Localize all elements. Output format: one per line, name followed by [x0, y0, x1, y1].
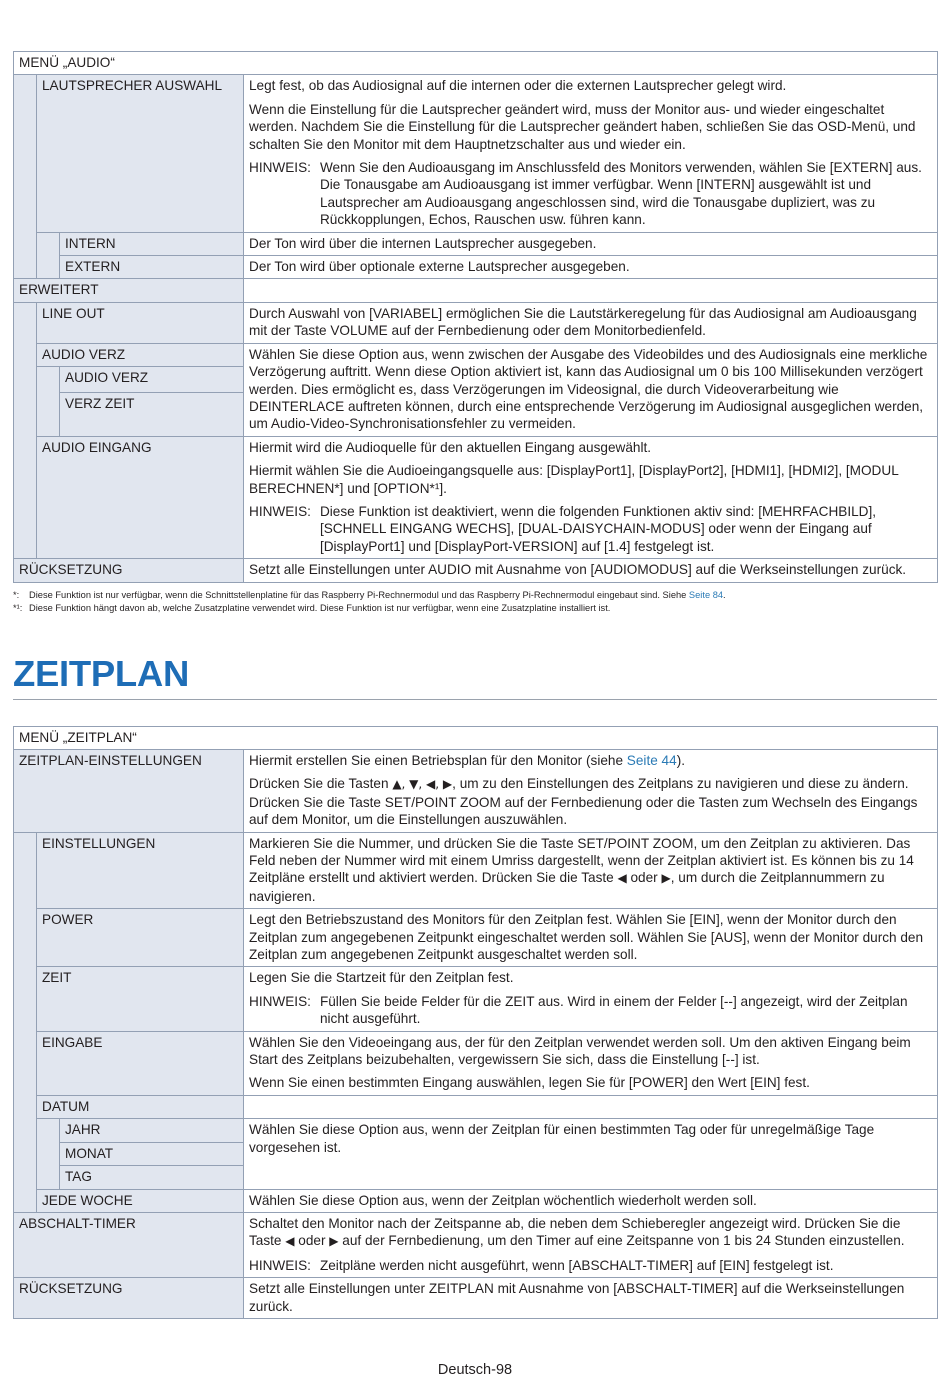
arrow-keys-icon: ▲, ▼, ◀, ▶ [392, 777, 453, 792]
indent-cell [14, 302, 37, 558]
text-part: Markieren Sie die Nummer, und drücken Sie die Taste SET/POINT ZOOM, um den Zeitplan zu aktivieren. Das Feld neben der Nummer wird mit einem Umriss dargestellt, wenn der Zeitplan aktiviert ist. Es können bis zu 14 Zeitpläne erstellt und aktiviert werden. Drücken Sie die Taste [249, 835, 914, 886]
footnote-body: Diese Funktion ist nur verfügbar, wenn die Schnittstellenplatine für das Raspberry Pi-Rechnermodul und das Raspberry Pi-Rechnermodul eingebaut sind. Siehe [29, 589, 689, 600]
zeitplan-reset-description: Setzt alle Einstellungen unter ZEITPLAN mit Ausnahme von [ABSCHALT-TIMER] auf die Werkseinstellungen zurück. [244, 1278, 938, 1319]
table-row [14, 832, 938, 909]
left-arrow-icon: ◀ [617, 871, 627, 886]
footnote-text: Diese Funktion hängt davon ab, welche Zusatzplatine verwendet wird. Diese Funktion ist nur verfügbar, wenn eine Zusatzplatine installiert ist. [29, 602, 611, 613]
description-text: Legt fest, ob das Audiosignal auf die internen oder die externen Lautsprecher gelegt wird. [249, 78, 787, 94]
indent-cell [14, 75, 37, 279]
description-text: Wählen Sie den Videoeingang aus, der für den Zeitplan verwendet werden soll. Um den aktiven Eingang beim Start des Zeitplans beizubehalten, vergewissern Sie sich, dass die Einstellung [--] ist. [249, 1034, 911, 1068]
text-part: , um durch die Zeitplannummern zu navigieren. [249, 870, 885, 904]
right-arrow-icon: ▶ [661, 871, 671, 886]
abschalt-timer-label: ABSCHALT-TIMER [14, 1212, 244, 1277]
table-row [14, 559, 938, 582]
note-label: HINWEIS: [249, 993, 311, 1009]
datum-options-description: Wählen Sie diese Option aus, wenn der Zeitplan für einen bestimmten Tag oder für unregelmäßige Tage vorgesehen ist. [244, 1119, 938, 1189]
zeitplan-reset-label: RÜCKSETZUNG [14, 1278, 244, 1319]
line-out-label: LINE OUT [37, 302, 244, 343]
text-part: oder [294, 1233, 330, 1249]
tag-label: TAG [60, 1166, 244, 1189]
intern-label: INTERN [60, 232, 244, 255]
audio-verz-label: AUDIO VERZ [37, 343, 244, 366]
text-part: Hiermit erstellen Sie einen Betriebsplan für den Monitor (siehe [249, 752, 627, 768]
lautsprecher-auswahl-description [244, 75, 938, 232]
note-label: HINWEIS: [249, 503, 311, 519]
description-text: Wenn Sie einen bestimmten Eingang auswählen, legen Sie für [POWER] den Wert [EIN] fest. [249, 1075, 810, 1091]
jede-woche-label: JEDE WOCHE [37, 1189, 244, 1212]
audio-eingang-label: AUDIO EINGANG [37, 436, 244, 558]
page-content [13, 51, 937, 1319]
text-part: oder [626, 870, 662, 886]
zeitplan-menu-header: MENÜ „ZEITPLAN“ [14, 726, 938, 749]
page-link[interactable]: Seite 44 [626, 752, 677, 768]
power-description: Legt den Betriebszustand des Monitors für den Zeitplan fest. Wählen Sie [EIN], wenn der Monitor durch den Zeitplan zum angegebenen Zeitpunkt eingeschaltet werden soll. Wählen Sie [AUS], wenn der Monitor durch den Zeitplan zum angegebenen Zeitpunkt ausgeschaltet werden soll. [244, 909, 938, 967]
description-text: Legen Sie die Startzeit für den Zeitplan fest. [249, 970, 514, 986]
note-label: HINWEIS: [249, 160, 311, 176]
zeit-label: ZEIT [37, 967, 244, 1031]
page-link[interactable]: Seite 84 [688, 589, 724, 600]
audio-verz-description: Wählen Sie diese Option aus, wenn zwischen der Ausgabe des Videobildes und des Audiosignals eine merkliche Verzögerung auftritt. Wenn diese Option aktiviert ist, kann das Audiosignal um 0 bis 100 Millisekunden verzögert werden. Dies ermöglicht es, dass Verzögerungen im Videosignal, die durch Videoverarbeitung wie DEINTERLACE auftreten können, durch eine entsprechende Verzögerung im Audiosignal ausgeglichen werden, um Audio-Video-Synchronisationsfehler zu vermeiden. [244, 343, 938, 436]
audio-verz-sub-label: AUDIO VERZ [60, 367, 244, 393]
table-row [14, 1031, 938, 1095]
note-text: Wenn Sie den Audioausgang im Anschlussfeld des Monitors verwenden, wählen Sie [EXTERN] aus. Die Tonausgabe am Audioausgang ist immer verfügbar. Wenn [INTERN] ausgewählt ist und Lautsprecher am Audioausgang angeschlossen sind, wird die Tonausgabe dupliziert, was zu Rückkopplungen, Echos, Rauschen usw. führen kann. [319, 160, 922, 228]
jede-woche-description: Wählen Sie diese Option aus, wenn der Zeitplan wöchentlich wiederholt werden soll. [244, 1189, 938, 1212]
einstellungen-label: EINSTELLUNGEN [37, 832, 244, 909]
text-part: Drücken Sie die Tasten [249, 776, 393, 792]
footnotes [13, 589, 937, 615]
note-label: HINWEIS: [249, 1257, 311, 1273]
monat-label: MONAT [60, 1142, 244, 1165]
abschalt-timer-description [244, 1212, 938, 1277]
description-text [249, 775, 932, 828]
table-header-row [14, 726, 938, 749]
indent-cell [37, 367, 60, 437]
table-row [14, 75, 938, 232]
right-arrow-icon: ▶ [329, 1234, 339, 1249]
eingabe-label: EINGABE [37, 1031, 244, 1095]
audio-eingang-description [244, 436, 938, 558]
zeitplan-menu-table [13, 726, 938, 1319]
text-part: auf der Fernbedienung, um den Timer auf eine Zeitspanne von 1 bis 24 Stunden einzustellen. [338, 1233, 905, 1249]
table-row [14, 302, 938, 343]
note-text: Zeitpläne werden nicht ausgeführt, wenn [ABSCHALT-TIMER] auf [EIN] festgelegt ist. [319, 1257, 834, 1273]
text-part: , um zu den Einstellungen des Zeitplans zu navigieren und diese zu ändern. Drücken Sie die Taste SET/POINT ZOOM auf der Fernbedienung oder die Tasten zum Wechseln des Eingangs auf dem Monitor, um die Einstellungen auszuwählen. [249, 776, 918, 828]
left-arrow-icon: ◀ [285, 1234, 295, 1249]
table-row [14, 343, 938, 366]
section-title: ZEITPLAN [13, 652, 190, 694]
note-text: Diese Funktion ist deaktiviert, wenn die folgenden Funktionen aktiv sind: [MEHRFACHBILD], [SCHNELL EINGANG WECHS], [DUAL-DAISYCHAIN-MODUS] oder wenn der Eingang auf [DisplayPort1] und [DisplayPort-VERSION] auf [1.4] festgelegt ist. [319, 503, 877, 554]
footnote-end: . [723, 589, 726, 600]
footnote-text [29, 589, 726, 602]
datum-label: DATUM [37, 1095, 244, 1118]
page-number: Deutsch-98 [437, 1362, 513, 1378]
einstellungen-description [244, 832, 938, 909]
indent-cell [37, 232, 60, 279]
table-header-row [14, 52, 938, 75]
table-row [14, 436, 938, 558]
extern-description: Der Ton wird über optionale externe Lautsprecher ausgegeben. [244, 256, 938, 279]
power-label: POWER [37, 909, 244, 967]
description-text [249, 1215, 932, 1251]
footnote [13, 589, 937, 602]
table-row [14, 232, 938, 255]
audio-reset-label: RÜCKSETZUNG [14, 559, 244, 582]
indent-cell [37, 1119, 60, 1189]
description-text: Hiermit wählen Sie die Audioeingangsquelle aus: [DisplayPort1], [DisplayPort2], [HDMI1], [HDMI2], [MODUL BERECHNEN*] und [OPTION*¹]. [249, 463, 899, 496]
lautsprecher-auswahl-label: LAUTSPRECHER AUSWAHL [37, 75, 244, 232]
footnote [13, 602, 937, 615]
intern-description: Der Ton wird über die internen Lautsprecher ausgegeben. [244, 232, 938, 255]
note [249, 159, 932, 229]
table-row [14, 1095, 938, 1118]
note [249, 993, 932, 1028]
datum-description [244, 1095, 938, 1118]
erweitert-label: ERWEITERT [14, 279, 244, 302]
audio-menu-header: MENÜ „AUDIO“ [14, 52, 938, 75]
verz-zeit-label: VERZ ZEIT [60, 392, 244, 436]
erweitert-description [244, 279, 938, 302]
note-text: Füllen Sie beide Felder für die ZEIT aus. Wird in einem der Felder [--] angezeigt, wird der Zeitplan nicht ausgeführt. [319, 993, 908, 1027]
table-row [14, 1278, 938, 1319]
zeitplan-einstellungen-description [244, 749, 938, 832]
footnote-mark: *¹: [13, 602, 23, 613]
zeit-description [244, 967, 938, 1031]
eingabe-description [244, 1031, 938, 1095]
indent-cell [14, 832, 37, 1212]
table-row [14, 279, 938, 302]
footnote-mark: *: [13, 589, 20, 600]
zeitplan-einstellungen-label: ZEITPLAN-EINSTELLUNGEN [14, 749, 244, 832]
jahr-label: JAHR [60, 1119, 244, 1142]
audio-reset-description: Setzt alle Einstellungen unter AUDIO mit Ausnahme von [AUDIOMODUS] auf die Werkseinstellungen zurück. [244, 559, 938, 582]
line-out-description: Durch Auswahl von [VARIABEL] ermöglichen Sie die Lautstärkeregelung für das Audiosignal am Audioausgang mit der Taste VOLUME auf der Fernbedienung oder dem Monitorbedienfeld. [244, 302, 938, 343]
audio-menu-table [13, 51, 938, 583]
table-row [14, 1189, 938, 1212]
description-text [249, 752, 932, 769]
table-row [14, 1212, 938, 1277]
note [249, 503, 932, 555]
table-row [14, 256, 938, 279]
description-text: Hiermit wird die Audioquelle für den aktuellen Eingang ausgewählt. [249, 439, 652, 455]
table-row [14, 967, 938, 1031]
text-part: Schaltet den Monitor nach der Zeitspanne ab, die neben dem Schieberegler angezeigt wird. Drücken Sie die Taste [249, 1215, 901, 1249]
extern-label: EXTERN [60, 256, 244, 279]
description-text: Wenn die Einstellung für die Lautsprecher geändert wird, muss der Monitor aus- und wieder eingeschaltet werden. Nachdem Sie die Einstellung für die Lautsprecher geändert haben, schließen Sie das OSD-Menü, und schalten Sie den Monitor mit dem Hauptnetzschalter aus und wieder ein. [249, 101, 916, 152]
table-row [14, 749, 938, 832]
table-row [14, 1119, 938, 1142]
table-row [14, 909, 938, 967]
section-divider [13, 699, 937, 700]
note [249, 1257, 932, 1274]
text-part: ). [676, 752, 685, 768]
